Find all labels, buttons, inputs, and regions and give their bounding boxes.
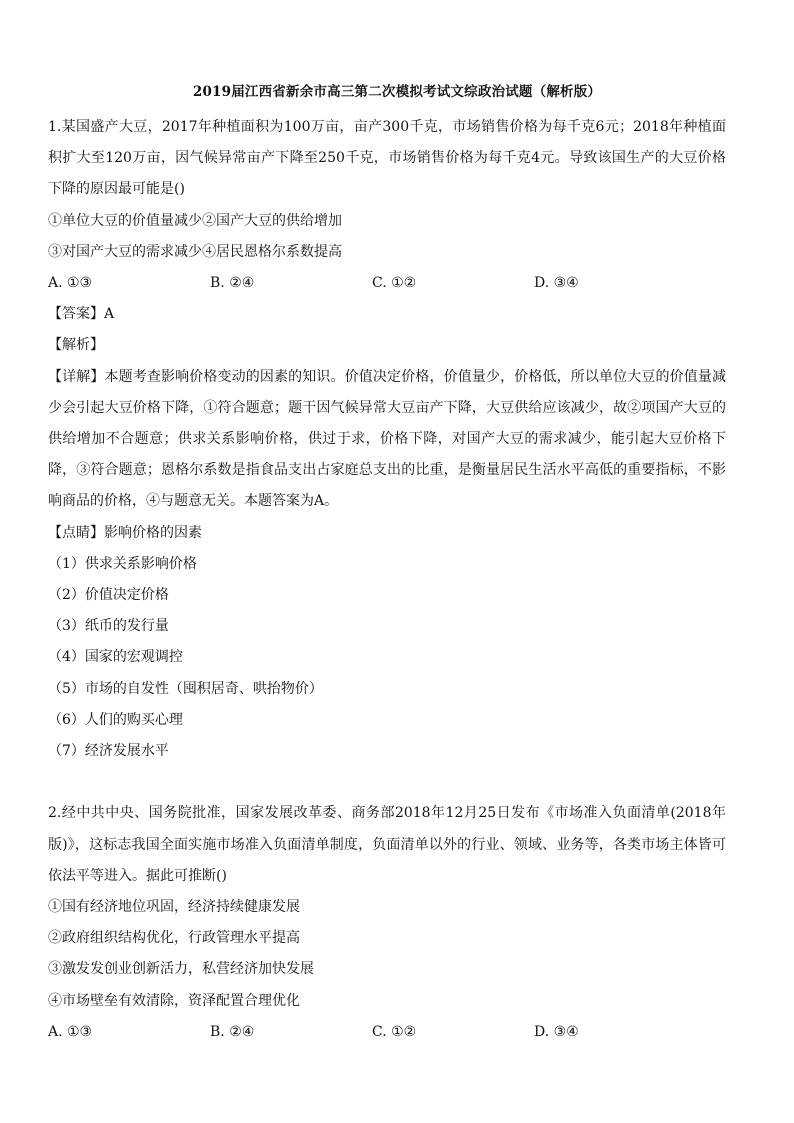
- q1-option-a: A. ①③: [48, 275, 93, 292]
- document-body: [48, 112, 726, 1048]
- q1-option-c: C. ①②: [372, 275, 417, 292]
- q1-dianjing: 【点睛】影响价格的因素: [48, 524, 202, 541]
- q1-option-d: D. ③④: [534, 275, 579, 292]
- q1-factor-7: （7）经济发展水平: [48, 743, 169, 760]
- q2-options: [48, 1017, 726, 1048]
- q2-option-a: A. ①③: [48, 1023, 93, 1040]
- q2-choice-line-3: ③激发发创业创新活力，私营经济加快发展: [48, 961, 314, 978]
- q1-options: [48, 268, 726, 299]
- q2-option-d: D. ③④: [534, 1023, 579, 1040]
- q2-stem: 2.经中共中央、国务院批准，国家发展改革委、商务部2018年12月25日发布《市场准入负面清单(2018年版)》，这标志我国全面实施市场准入负面清单制度，负面清单以外的行业、领域、业务等，各类市场主体皆可依法平等进入。据此可推断(): [48, 805, 726, 884]
- q1-factor-6: （6）人们的购买心理: [48, 711, 183, 728]
- q2-choice-line-4: ④市场壁垒有效清除，资泽配置合理优化: [48, 992, 300, 1009]
- q2-choice-line-2: ②政府组织结构优化，行政管理水平提高: [48, 930, 300, 947]
- q1-option-b: B. ②④: [210, 275, 255, 292]
- q2-choice-line-1: ①国有经济地位巩固，经济持续健康发展: [48, 899, 300, 916]
- q1-choice-line-1: ①单位大豆的价值量减少②国产大豆的供给增加: [48, 212, 342, 229]
- q1-analysis-label: 【解析】: [48, 337, 104, 354]
- q1-answer: 【答案】A: [48, 306, 115, 323]
- q1-factor-1: （1）供求关系影响价格: [48, 555, 197, 572]
- q1-choice-line-2: ③对国产大豆的需求减少④居民恩格尔系数提高: [48, 243, 342, 260]
- q1-factor-5: （5）市场的自发性（囤积居奇、哄抬物价）: [48, 680, 323, 697]
- q1-factor-4: （4）国家的宏观调控: [48, 649, 183, 666]
- q1-factor-2: （2）价值决定价格: [48, 587, 169, 604]
- q1-stem: 1.某国盛产大豆，2017年种植面积为100万亩，亩产300千克，市场销售价格为每千克6元；2018年种植面积扩大至120万亩，因气候异常亩产下降至250千克，市场销售价格为每千克4元。导致该国生产的大豆价格下降的原因最可能是(): [48, 119, 726, 198]
- q2-option-b: B. ②④: [210, 1023, 255, 1040]
- q1-detail: 【详解】本题考查影响价格变动的因素的知识。价值决定价格，价值量少，价格低，所以单位大豆的价值量减少会引起大豆价格下降，①符合题意；题干因气候异常大豆亩产下降，大豆供给应该减少，故②项国产大豆的供给增加不合题意；供求关系影响价格，供过于求，价格下降，对国产大豆的需求减少，能引起大豆价格下降，③符合题意；恩格尔系数是指食品支出占家庭总支出的比重，是衡量居民生活水平高低的重要指标，不影响商品的价格，④与题意无关。本题答案为A。: [48, 368, 726, 510]
- q2-option-c: C. ①②: [372, 1023, 417, 1040]
- question-spacer: [48, 767, 726, 798]
- document-title: 2019届江西省新余市高三第二次模拟考试文综政治试题（解析版）: [192, 84, 602, 100]
- q1-factor-3: （3）纸币的发行量: [48, 618, 169, 635]
